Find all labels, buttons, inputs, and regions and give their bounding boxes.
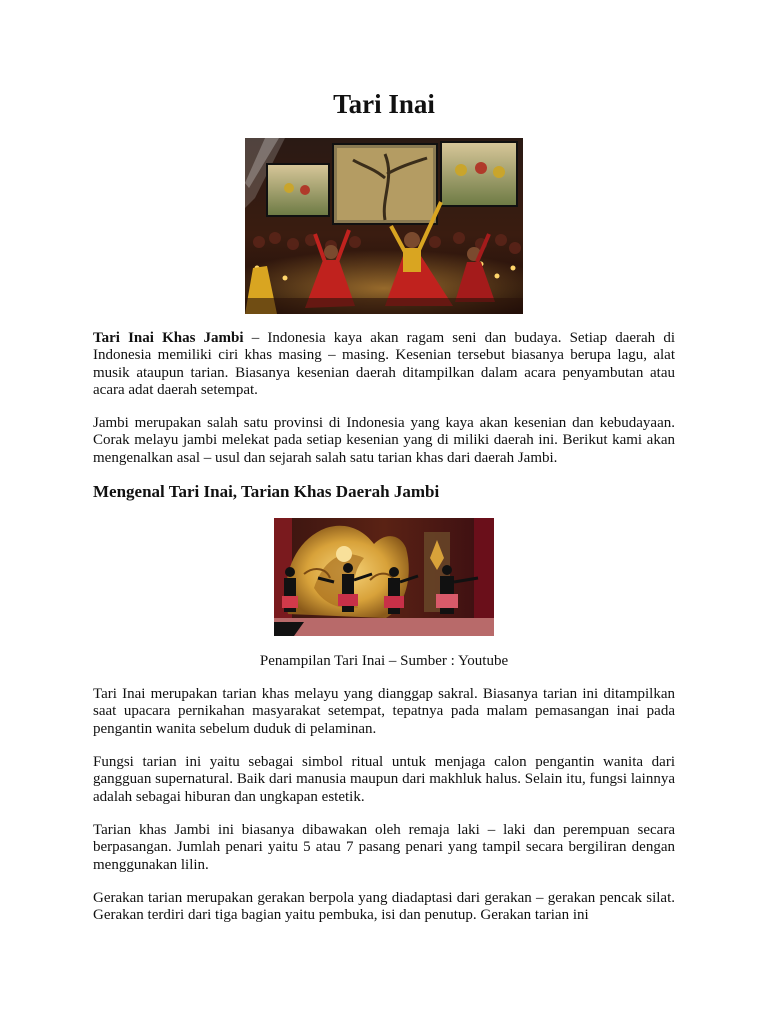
section-heading: Mengenal Tari Inai, Tarian Khas Daerah Jambi — [93, 482, 440, 501]
intro-lead: Tari Inai Khas Jambi — [93, 330, 244, 346]
paragraph-gerakan: Gerakan tarian merupakan gerakan berpola yang diadaptasi dari gerakan – gerakan pencak silat. Gerakan terdiri dari tiga bagian yaitu pembuka, isi dan penutup. Gerakan tarian ini — [93, 890, 675, 924]
figure-caption: Penampilan Tari Inai – Sumber : Youtube — [259, 653, 509, 669]
paragraph-tari-inai: Tari Inai merupakan tarian khas melayu yang dianggap sakral. Biasanya tarian ini ditampilkan saat upacara pernikahan masyarakat setempat, tepatnya pada malam pemasangan inai pada pengantin wanita sebelum duduk di pelaminan. — [93, 686, 675, 737]
intro-paragraph — [93, 330, 675, 399]
dance-stage-illustration — [274, 518, 494, 636]
page-title: Tari Inai — [333, 89, 435, 119]
paragraph-fungsi: Fungsi tarian ini yaitu sebagai simbol ritual untuk menjaga calon pengantin wanita dari gangguan supernatural. Baik dari manusia maupun dari makhluk halus. Selain itu, fungsi lainnya adalah sebagai hiburan dan ungkapan estetik. — [93, 754, 675, 805]
dance-performance-photo — [245, 138, 523, 314]
dance-stage-photo — [274, 518, 494, 636]
paragraph-penari: Tarian khas Jambi ini biasanya dibawakan oleh remaja laki – laki dan perempuan secara berpasangan. Jumlah penari yaitu 5 atau 7 pasang penari yang tampil secara bergiliran dengan menggunakan lilin. — [93, 822, 675, 873]
intro-text: – Indonesia kaya akan ragam seni dan budaya. Setiap daerah di Indonesia memiliki ciri khas masing – masing. Kesenian tersebut biasanya berupa lagu, alat musik ataupun tarian. Biasanya kesenian daerah ditampilkan dalam acara penyambutan atau acara adat daerah setempat. — [93, 330, 675, 398]
paragraph-jambi: Jambi merupakan salah satu provinsi di Indonesia yang kaya akan kesenian dan kebudayaan. Corak melayu jambi melekat pada setiap kesenian yang di miliki daerah ini. Berikut kami akan mengenalkan asal – usul dan sejarah salah satu tarian khas dari daerah Jambi. — [93, 415, 675, 466]
dance-performance-illustration — [245, 138, 523, 314]
